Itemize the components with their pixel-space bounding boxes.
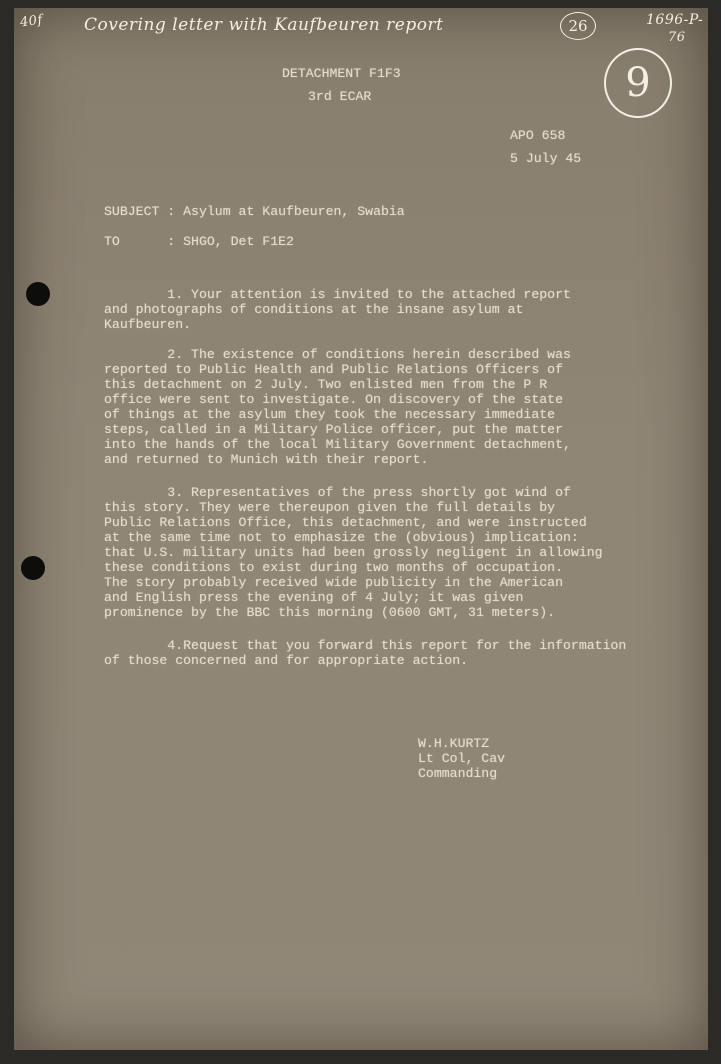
text-line: 3. Representatives of the press shortly got wind of — [104, 485, 571, 500]
text-line: steps, called in a Military Police officer, put the matter — [104, 422, 563, 437]
text-line: and returned to Munich with their report. — [104, 452, 429, 467]
circled-page-number: 26 — [560, 12, 596, 40]
circled-large-number: 9 — [604, 48, 672, 118]
paragraph-2 — [104, 347, 694, 467]
text-line: this story. They were thereupon given the full details by — [104, 500, 556, 515]
handwritten-reference-suffix: 76 — [668, 30, 686, 45]
signature-name: W.H.KURTZ — [418, 736, 490, 751]
text-line: 4.Request that you forward this report for the information — [104, 638, 627, 653]
text-line: The story probably received wide publicity in the American — [104, 575, 563, 590]
text-line: Kaufbeuren. — [104, 317, 192, 332]
signature-rank: Lt Col, Cav — [418, 751, 506, 766]
letter-date: 5 July 45 — [510, 151, 582, 166]
handwritten-caption: Covering letter with Kaufbeuren report — [84, 15, 444, 35]
signature-role: Commanding — [418, 766, 498, 781]
text-line: and photographs of conditions at the insane asylum at — [104, 302, 524, 317]
text-line: office were sent to investigate. On discovery of the state — [104, 392, 563, 407]
text-line: and English press the evening of 4 July; it was given — [104, 590, 524, 605]
header-detachment: DETACHMENT F1F3 — [282, 66, 401, 81]
text-line: 1. Your attention is invited to the attached report — [104, 287, 571, 302]
text-line: Public Relations Office, this detachment, and were instructed — [104, 515, 587, 530]
paragraph-4 — [104, 638, 694, 668]
subject-line: SUBJECT : Asylum at Kaufbeuren, Swabia — [104, 204, 405, 219]
text-line: reported to Public Health and Public Relations Officers of — [104, 362, 563, 377]
header-unit: 3rd ECAR — [308, 89, 372, 104]
handwritten-reference: 1696-P- — [646, 12, 704, 28]
text-line: 2. The existence of conditions herein described was — [104, 347, 571, 362]
text-line: prominence by the BBC this morning (0600 GMT, 31 meters). — [104, 605, 556, 620]
text-line: that U.S. military units had been grossly negligent in allowing — [104, 545, 603, 560]
paragraph-1 — [104, 287, 694, 332]
text-line: this detachment on 2 July. Two enlisted men from the P R — [104, 377, 548, 392]
text-line: of those concerned and for appropriate action. — [104, 653, 469, 668]
text-line: of things at the asylum they took the necessary immediate — [104, 407, 556, 422]
handwritten-folio: 40f — [19, 12, 44, 31]
paragraph-3 — [104, 485, 694, 620]
to-line: TO : SHGO, Det F1E2 — [104, 234, 294, 249]
text-line: into the hands of the local Military Government detachment, — [104, 437, 571, 452]
punch-hole-bottom — [21, 556, 45, 580]
apo-number: APO 658 — [510, 128, 566, 143]
punch-hole-top — [26, 282, 50, 306]
text-line: these conditions to exist during two months of occupation. — [104, 560, 563, 575]
text-line: at the same time not to emphasize the (obvious) implication: — [104, 530, 579, 545]
